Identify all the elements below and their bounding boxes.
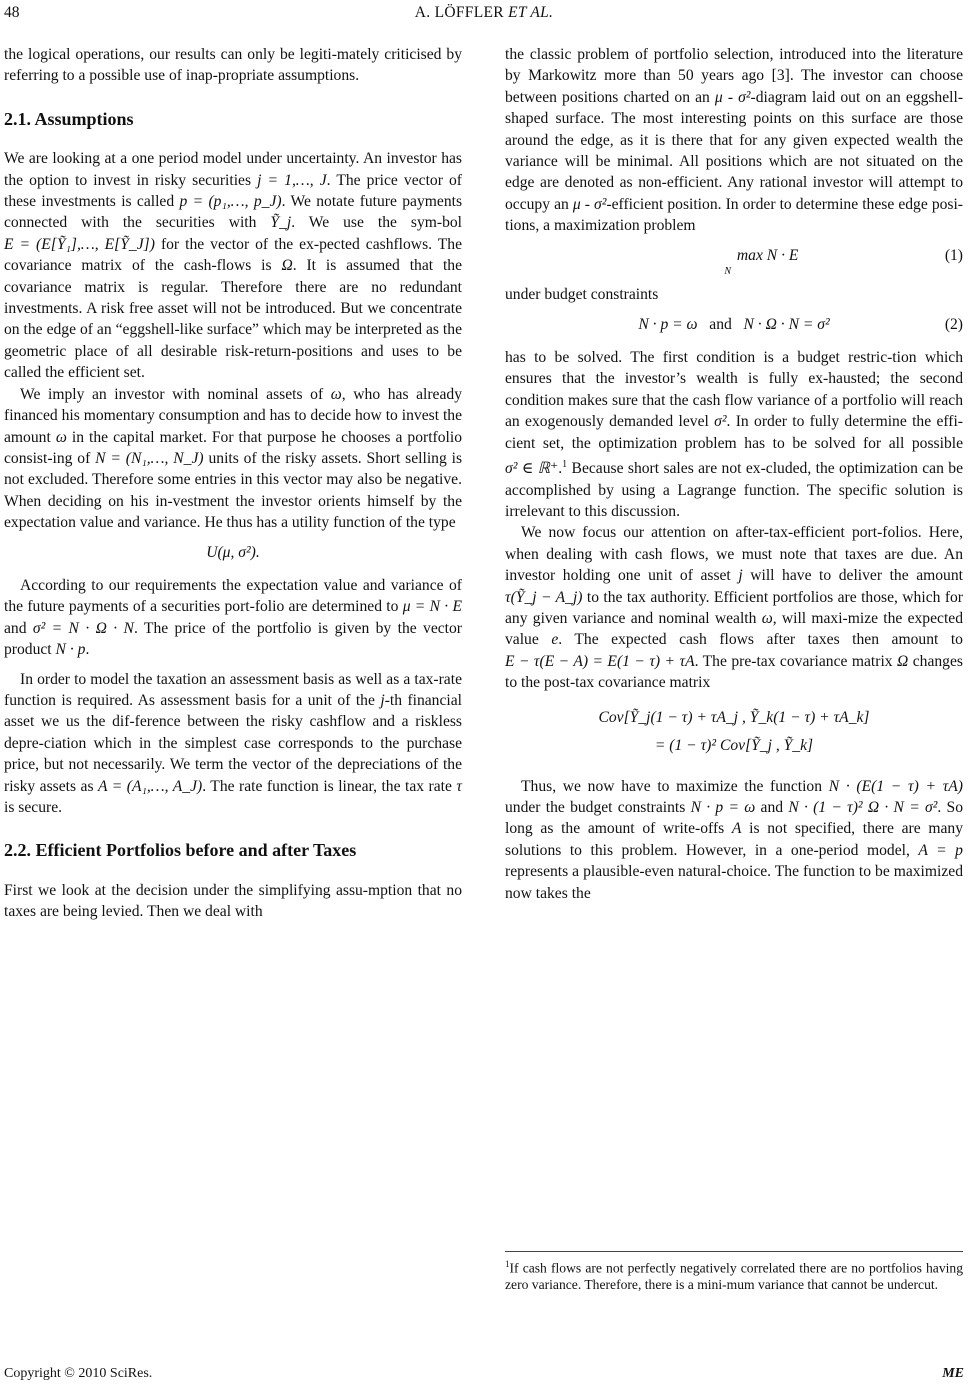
paragraph: Thus, we now have to maximize the function N · (E(1 − τ) + τA) under the budget constraints N · p = ω and N · (1 − τ)² Ω · N = σ². So long as the amount of write-offs A is not specified, there are many solutions to this problem. However, in a one-period model, A = p represents a plausible-even natural-choice. The function to be maximized now takes the [505, 777, 963, 902]
math-inline: N · p = ω [690, 799, 756, 817]
math-inline: τ(Ỹ_j − A_j) [505, 588, 583, 606]
math-inline: j [738, 567, 743, 585]
math-inline: N = (N₁,…, N_J) [95, 449, 204, 467]
math-inline: ω [55, 428, 67, 446]
math-inline: j = 1,…, J [257, 171, 327, 189]
display-equation-covariance: Cov[Ỹ_j(1 − τ) + τA_j , Ỹ_k(1 − τ) + τA_k] = (1 − τ)² Cov[Ỹ_j , Ỹ_k] [598, 708, 870, 754]
math-inline: μ - σ² [714, 88, 751, 106]
math-inline: A [731, 820, 742, 838]
paragraph: In order to model the taxation an assessment basis as well as a tax-rate function is required. As assessment basis for a unit of the j-th financial asset we us the dif-ference between the risky cashflow and a riskless depre-ciation which in the simplest case corresponds to the purchase price, but not necessarily. We term the vector of the depreciations of the risky assets as A = (A₁,…, A_J). The rate function is linear, the tax rate τ is secure. [4, 670, 462, 816]
paragraph: the classic problem of portfolio selection, introduced into the literature by Markowitz more than 50 years ago [3]. The investor can choose between positions charted on an μ - σ²-diagram laid out on an eggshell-shaped surface. The most interesting points on this surface are those around the edge, as it is there that for any given expected wealth the variance will be minimal. All positions which are not situated on the edge are denoted as non-efficient. Any rational investor will attempt to occupy an μ - σ²-efficient position. In order to determine these edge posi-tions, a maximization problem [505, 46, 964, 235]
footnote-mark: 1 [505, 1259, 510, 1269]
running-header [0, 4, 968, 30]
math-inline: σ² ∈ ℝ⁺ [505, 460, 559, 478]
left-column [4, 44, 462, 923]
math-inline: N · p [55, 641, 86, 659]
math-inline: E = (E[Ỹ₁],…, E[Ỹ_J]) [4, 235, 155, 253]
paragraph: We now focus our attention on after-tax-efficient port-folios. Here, when dealing with cash flows, we must note that taxes are due. An investor holding one unit of asset j will have to deliver the amount τ(Ỹ_j − A_j) to the tax authority. Efficient portfolios are those, which for any given variance and nominal wealth ω, will maxi-mize the expected value e. The expected cash flows after taxes then amount to E − τ(E − A) = E(1 − τ) + τA. The pre-tax covariance matrix Ω changes to the post-tax covariance matrix [505, 524, 964, 692]
display-equation-utility: U(μ, σ²). [206, 543, 260, 561]
paragraph: According to our requirements the expectation value and variance of the future payments of a securities port-folio are determined to μ = N · E and σ² = N · Ω · N. The price of the portfolio is given by the vector product N · p. [4, 576, 462, 659]
math-inline: N · (E(1 − τ) + τA) [828, 777, 963, 795]
display-equation-2: N · p = ω and N · Ω · N = σ² (2) [505, 314, 963, 335]
running-head-etal: ET AL. [508, 4, 554, 21]
math-inline: A = p [918, 841, 963, 859]
paragraph: We are looking at a one period model under uncertainty. An investor has the option to invest in risky securities j = 1,…, J. The price vector of these investments is called p = (p₁,…, p_J). We notate future payments connected with the securities with Ỹ_j. We use the sym-bol E = (E[Ỹ₁],…, E[Ỹ_J]) for the vector of the ex-pected cashflows. The covariance matrix of the cash-flows is Ω. It is assumed that the covariance matrix is regular. Therefore there are no redundant investments. A risk free asset will not be introduced. But we concentrate on the edge of an “eggshell-like surface” which may be interpreted as the geometric place of all desirable risk-return-positions and uses to be called the efficient set. [4, 150, 463, 382]
equation-number: (2) [944, 315, 963, 333]
math-inline: σ² [714, 413, 727, 431]
footnote: $^1$If cash flows are not perfectly negatively correlated there are no portfolios having zero variance. Therefore, there is a mini-mum variance that cannot be undercut. [505, 1259, 963, 1293]
section-heading-assumptions: 2.1. Assumptions [4, 108, 134, 129]
math-inline: p = (p₁,…, p_J) [179, 193, 282, 211]
math-inline: ω [761, 610, 773, 628]
right-column [505, 44, 963, 904]
math-inline: μ - σ² [572, 195, 607, 213]
math-inline: e [551, 631, 559, 649]
page-number: 48 [4, 4, 20, 21]
math-inline: σ² = N · Ω · N [32, 619, 134, 637]
math-inline: τ [456, 777, 462, 795]
math-inline: E − τ(E − A) = E(1 − τ) + τA [505, 652, 695, 670]
footnote-ref: 1 [562, 459, 568, 471]
math-inline: Ω [281, 257, 293, 275]
section-heading-efficient-portfolios: 2.2. Efficient Portfolios before and after Taxes [4, 840, 357, 861]
math-inline: μ = N · E [402, 598, 462, 616]
display-equation-1: $\max N \cdot E_N$ (1) [724, 246, 963, 277]
math-inline: N · (1 − τ)² Ω · N = σ² [788, 799, 938, 817]
paragraph: under budget constraints [505, 286, 659, 304]
math-inline: Ω [897, 652, 909, 670]
paragraph: the logical operations, our results can only be legiti-mately criticised by referring to a possible use of inap-propriate assumptions. [4, 46, 462, 85]
equation-number: (1) [944, 246, 963, 264]
footnote-rule [505, 1251, 963, 1252]
math-inline: ω [330, 385, 342, 403]
running-head [0, 4, 968, 22]
math-inline: Ỹ_j [270, 214, 292, 232]
paragraph: First we look at the decision under the simplifying assu-mption that no taxes are being levied. Then we deal with [4, 881, 462, 921]
math-inline: A = (A₁,…, A_J) [98, 777, 203, 795]
copyright: Copyright © 2010 SciRes. [4, 1366, 153, 1381]
paragraph: We imply an investor with nominal assets of ω, who has already financed his momentary consumption and has to decide how to invest the amount ω in the capital market. For that purpose he chooses a portfolio consist-ing of N = (N₁,…, N_J) units of the risky assets. Short selling is not excluded. Therefore some entries in this vector may also be negative. When deciding on his in-vestment the investor orients himself by the expectation value and variance. He thus has a utility function of the type [4, 385, 463, 532]
journal-abbrev: ME [942, 1366, 964, 1381]
paragraph: has to be solved. The first condition is a budget restric-tion which ensures that the investor’s wealth is fully ex-hausted; the second condition makes sure that the cash flow variance of a portfolio will reach an exogenously demanded level σ². In order to fully determine the effi-cient set, the optimization problem has to be solved for all possible σ² ∈ ℝ⁺.$^1$ Because short sales are not ex-cluded, the optimization can be accomplished by using a Lagrange function. The specific solution is irrelevant to this discussion. [505, 348, 963, 521]
running-head-authors: A. LÖFFLER [414, 4, 504, 21]
